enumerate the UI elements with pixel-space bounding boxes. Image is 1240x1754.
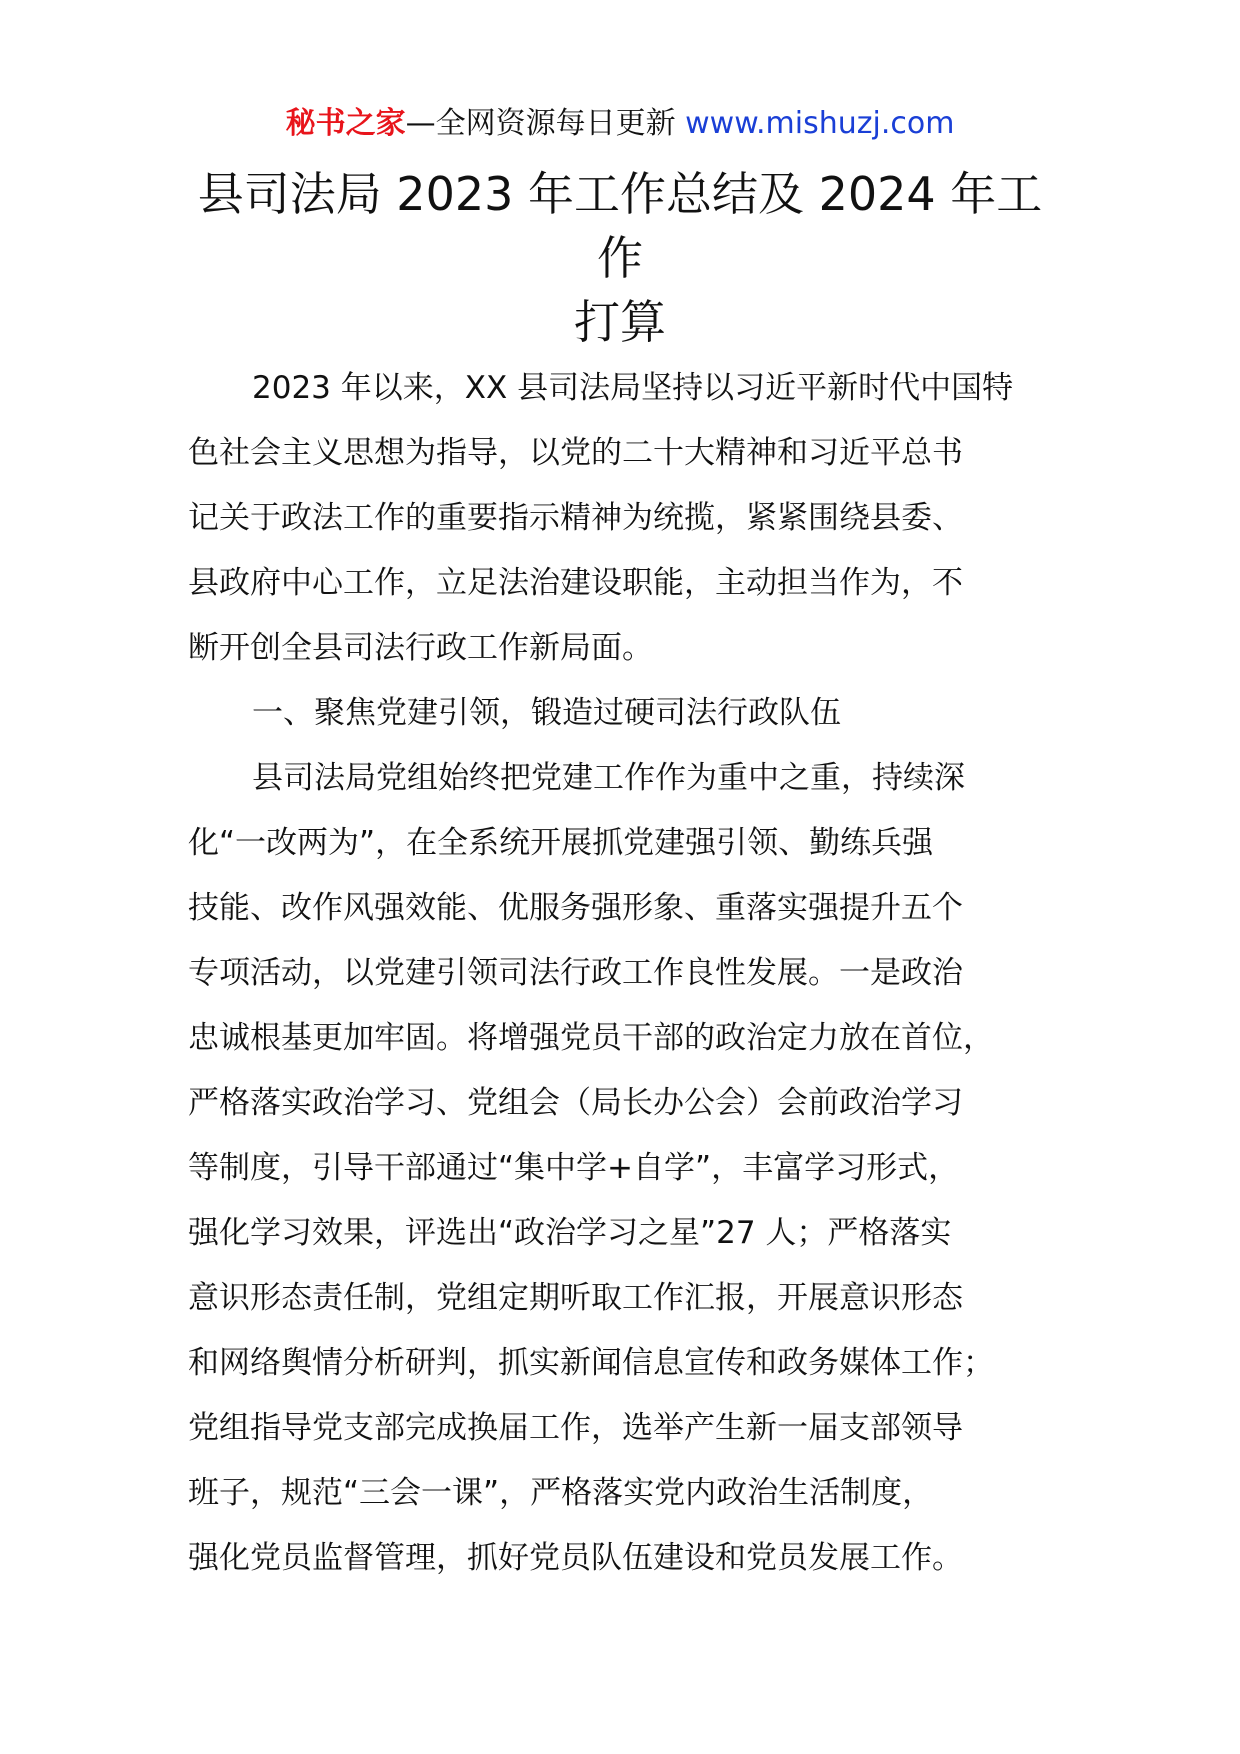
body-line: 2023 年以来，XX 县司法局坚持以习近平新时代中国特 — [252, 370, 1014, 406]
site-url[interactable]: www.mishuzj.com — [685, 106, 955, 141]
body-line: 班子，规范“三会一课”，严格落实党内政治生活制度， — [188, 1475, 934, 1511]
header-tagline: —全网资源每日更新 — [405, 106, 676, 141]
brand-name: 秘书之家 — [285, 106, 406, 141]
body-line: 县司法局党组始终把党建工作作为重中之重，持续深 — [252, 760, 965, 796]
body-line: 技能、改作风强效能、优服务强形象、重落实强提升五个 — [188, 890, 963, 926]
body-line: 党组指导党支部完成换届工作，选举产生新一届支部领导 — [188, 1410, 963, 1446]
title-line: 打算 — [574, 295, 666, 349]
title-line: 县司法局 2023 年工作总结及 2024 年工 — [197, 167, 1043, 221]
body-line: 化“一改两为”，在全系统开展抓党建强引领、勤练兵强 — [188, 825, 934, 861]
body-line: 强化学习效果，评选出“政治学习之星”27 人；严格落实 — [188, 1215, 952, 1251]
body-line: 严格落实政治学习、党组会（局长办公会）会前政治学习 — [188, 1085, 963, 1121]
body-line: 记关于政法工作的重要指示精神为统揽，紧紧围绕县委、 — [188, 500, 963, 536]
body-line: 断开创全县司法行政工作新局面。 — [188, 630, 653, 666]
body-line: 色社会主义思想为指导，以党的二十大精神和习近平总书 — [188, 435, 963, 471]
body-line: 县政府中心工作，立足法治建设职能，主动担当作为，不 — [188, 565, 963, 601]
document-title — [190, 162, 1050, 354]
title-line: 作 — [597, 231, 643, 285]
section-heading: 一、聚焦党建引领，锻造过硬司法行政队伍 — [252, 695, 841, 731]
body-line: 专项活动，以党建引领司法行政工作良性发展。一是政治 — [188, 955, 963, 991]
body-line: 忠诚根基更加牢固。将增强党员干部的政治定力放在首位， — [188, 1020, 994, 1056]
body-line: 和网络舆情分析研判，抓实新闻信息宣传和政务媒体工作； — [188, 1345, 994, 1381]
document-body — [188, 356, 1054, 1591]
body-line: 等制度，引导干部通过“集中学+自学”，丰富学习形式， — [188, 1150, 960, 1186]
body-line: 意识形态责任制，党组定期听取工作汇报，开展意识形态 — [188, 1280, 963, 1316]
site-header — [0, 104, 1240, 144]
body-line: 强化党员监督管理，抓好党员队伍建设和党员发展工作。 — [188, 1540, 963, 1576]
